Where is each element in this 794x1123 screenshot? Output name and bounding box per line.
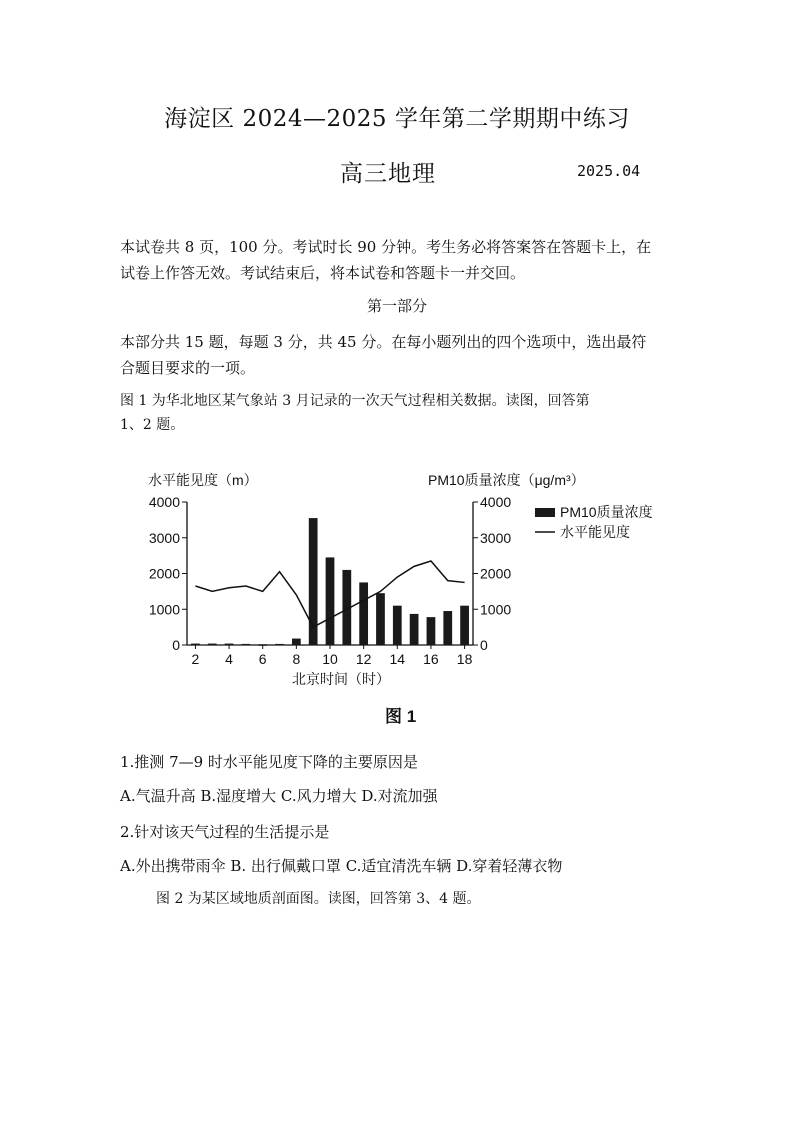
question-2-options: A.外出携带雨伞 B. 出行佩戴口罩 C.适宜清洗车辆 D.穿着轻薄衣物 — [120, 857, 563, 875]
left-y-tick-label: 4000 — [148, 494, 180, 510]
pm10-bar — [376, 593, 385, 645]
pm10-bar — [208, 644, 217, 646]
left-axis-label: 水平能见度（m） — [148, 472, 258, 488]
subject-title: 高三地理 — [340, 161, 436, 187]
part-description-line-1: 本部分共 15 题，每题 3 分，共 45 分。在每小题列出的四个选项中，选出最符 — [120, 333, 647, 351]
instructions-line-2: 试卷上作答无效。考试结束后，将本试卷和答题卡一并交回。 — [120, 264, 526, 282]
part-description-line-2: 合题目要求的一项。 — [120, 359, 256, 377]
x-tick-label: 6 — [258, 651, 267, 667]
pm10-bar — [359, 582, 368, 645]
pm10-bar — [326, 557, 335, 645]
legend-bar-swatch — [535, 508, 555, 517]
pm10-bar — [410, 614, 419, 645]
x-tick-label: 4 — [225, 651, 233, 667]
x-axis-label: 北京时间（时） — [292, 671, 390, 687]
plot-area — [149, 494, 512, 667]
right-y-tick-label: 4000 — [480, 494, 512, 510]
right-axis-label: PM10质量浓度（μg/m³） — [428, 472, 585, 488]
pm10-bar — [427, 617, 436, 645]
x-tick-label: 10 — [322, 651, 338, 667]
right-y-tick-label: 2000 — [480, 565, 512, 582]
legend-visibility-label: 水平能见度 — [560, 524, 630, 540]
exam-date: 2025.04 — [577, 162, 641, 180]
figure1-caption: 图 1 — [385, 707, 417, 726]
chart-legend — [535, 504, 653, 540]
pm10-bar — [191, 644, 200, 646]
pm10-bar — [460, 606, 469, 645]
question-2-stem: 2.针对该天气过程的生活提示是 — [120, 823, 330, 841]
pm10-bar — [258, 644, 267, 646]
x-tick-label: 16 — [423, 651, 439, 667]
pm10-bar — [292, 639, 301, 645]
pm10-bar — [443, 611, 452, 645]
pm10-bar — [393, 606, 402, 645]
x-tick-label: 14 — [389, 651, 406, 667]
x-tick-label: 2 — [191, 651, 200, 667]
left-y-tick-label: 1000 — [148, 601, 180, 618]
question-1-stem: 1.推测 7—9 时水平能见度下降的主要原因是 — [120, 753, 418, 771]
right-y-tick-label: 3000 — [480, 529, 512, 546]
right-y-tick-label: 0 — [480, 637, 488, 653]
pm10-bar — [275, 644, 284, 646]
figure1-intro-line-1: 图 1 为华北地区某气象站 3 月记录的一次天气过程相关数据。读图，回答第 — [120, 393, 590, 409]
left-y-tick-label: 3000 — [148, 529, 180, 546]
figure2-intro: 图 2 为某区域地质剖面图。读图，回答第 3、4 题。 — [156, 891, 481, 907]
right-y-tick-label: 1000 — [480, 601, 512, 618]
x-tick-label: 18 — [456, 651, 473, 667]
left-y-tick-label: 0 — [172, 637, 180, 653]
part-heading: 第一部分 — [366, 297, 427, 315]
question-1-options: A.气温升高 B.湿度增大 C.风力增大 D.对流加强 — [120, 787, 438, 805]
pm10-visibility-chart — [140, 465, 680, 695]
instructions-line-1: 本试卷共 8 页，100 分。考试时长 90 分钟。考生务必将答案答在答题卡上，在 — [120, 238, 652, 256]
left-y-tick-label: 2000 — [148, 565, 180, 582]
figure1-intro-line-2: 1、2 题。 — [120, 417, 185, 433]
x-tick-label: 12 — [355, 651, 372, 667]
exam-title: 海淀区 2024—2025 学年第二学期期中练习 — [164, 106, 630, 132]
legend-pm10-label: PM10质量浓度 — [560, 504, 653, 520]
x-tick-label: 8 — [292, 651, 301, 667]
pm10-bar — [242, 644, 251, 646]
pm10-bar — [225, 644, 234, 646]
